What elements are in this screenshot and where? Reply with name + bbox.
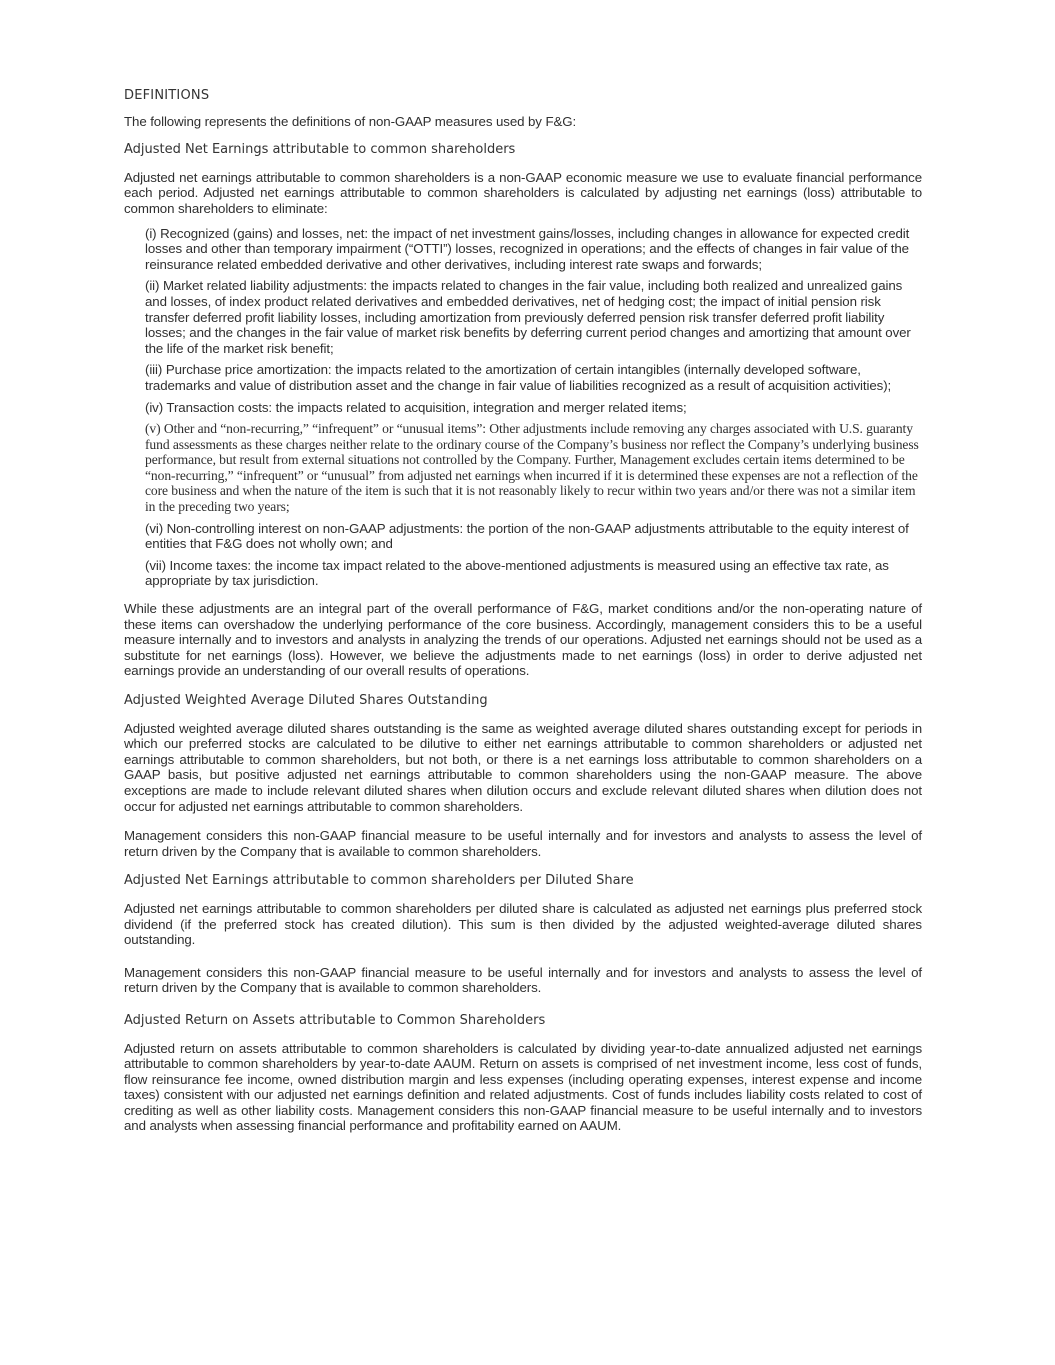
adjusted-net-earnings-lead: Adjusted net earnings attributable to common shareholders is a non-GAAP economic measure we use to evaluate financial performance each period. Adjusted net earnings attributable to common shareholders is calculated by adjusting net earnings (loss) attributable to common shareholders to eliminate:	[124, 169, 922, 216]
list-item: (ii) Market related liability adjustments: the impacts related to changes in the fair value, including both realized and unrealized gains and losses, of index product related derivatives and embedded derivatives, net of hedging cost; the impact of initial pension risk transfer deferred profit liability losses, including amortization from previously deferred pension risk transfer deferred profit liability losses; and the changes in the fair value of market risk benefits by deferring current period changes and amortizing that amount over the life of the market risk benefit;	[145, 278, 911, 356]
adjusted-shares-paragraph-1: Adjusted weighted average diluted shares outstanding is the same as weighted average diluted shares outstanding except for periods in which our preferred stocks are calculated to be dilutive to either net earnings attributable to common shareholders or adjusted net earnings attributable to common shareholders, but not both, or there is a net earnings loss attributable to common shareholders on a GAAP basis, but positive adjusted net earnings attributable to common shareholders using the non-GAAP measure. The above exceptions are made to include relevant diluted shares when dilution occurs and exclude relevant diluted shares when dilution does not occur for adjusted net earnings attributable to common shareholders.	[124, 720, 922, 814]
adjusted-net-earnings-closing: While these adjustments are an integral part of the overall performance of F&G, market conditions and/or the non-operating nature of these items can overshadow the underlying performance of the core business. Accordingly, management considers this to be a useful measure internally and to investors and analysts in analyzing the trends of our operations. Adjusted net earnings should not be used as a substitute for net earnings (loss). However, we believe the adjustments made to net earnings (loss) in order to derive adjusted net earnings provide an understanding of our overall results of operations.	[124, 601, 922, 679]
section-title-adjusted-per-share: Adjusted Net Earnings attributable to common shareholders per Diluted Share	[124, 873, 634, 889]
section-title-adjusted-roa: Adjusted Return on Assets attributable to Common Shareholders	[124, 1012, 546, 1028]
section-title-adjusted-shares: Adjusted Weighted Average Diluted Shares Outstanding	[124, 693, 488, 708]
document-page	[124, 88, 922, 1143]
page-title: DEFINITIONS	[124, 88, 210, 103]
section-title-adjusted-net-earnings: Adjusted Net Earnings attributable to common shareholders	[124, 142, 516, 158]
adjusted-shares-paragraph-2: Management considers this non-GAAP financial measure to be useful internally and for investors and analysts to assess the level of return driven by the Company that is available to common shareholders.	[124, 828, 922, 859]
list-item: (iii) Purchase price amortization: the impacts related to the amortization of certain intangibles (internally developed software, trademarks and value of distribution asset and the change in fair value of liabilities recognized as a result of acquisition activities);	[145, 362, 892, 393]
list-item: (v) Other and “non-recurring,” “infrequent” or “unusual items”: Other adjustments include removing any charges associated with U.S. guaranty fund assessments as these charges neither relate to the ordinary course of the Company’s business nor reflect the Company’s underlying business performance, but result from external situations not controlled by the Company. Further, Management excludes certain items determined to be “non-recurring,” “infrequent” or “unusual” from adjusted net earnings when incurred if it is determined these expenses are not a reflection of the core business and when the nature of the item is such that it is not reasonably likely to recur within two years and/or there was not a similar item in the preceding two years;	[145, 421, 919, 515]
adjustments-list	[145, 226, 922, 589]
adjusted-per-share-paragraph-2: Management considers this non-GAAP financial measure to be useful internally and for investors and analysts to assess the level of return driven by the Company that is available to common shareholders.	[124, 964, 922, 996]
list-item: (iv) Transaction costs: the impacts related to acquisition, integration and merger related items;	[145, 399, 687, 415]
list-item: (vi) Non-controlling interest on non-GAAP adjustments: the portion of the non-GAAP adjustments attributable to the equity interest of entities that F&G does not wholly own; and	[145, 520, 909, 552]
intro-text: The following represents the definitions of non-GAAP measures used by F&G:	[124, 113, 577, 129]
list-item: (vii) Income taxes: the income tax impact related to the above-mentioned adjustments is measured using an effective tax rate, as appropriate by tax jurisdiction.	[145, 557, 889, 589]
adjusted-per-share-paragraph-1: Adjusted net earnings attributable to common shareholders per diluted share is calculated as adjusted net earnings plus preferred stock dividend (if the preferred stock has created dilution). This sum is then divided by the adjusted weighted-average diluted shares outstanding.	[124, 900, 922, 948]
adjusted-roa-paragraph: Adjusted return on assets attributable to common shareholders is calculated by dividing year-to-date annualized adjusted net earnings attributable to common shareholders by year-to-date AAUM. Return on assets is comprised of net investment income, less cost of funds, flow reinsurance fee income, owned distribution margin and less expenses (including operating expenses, interest expense and income taxes) consistent with our adjusted net earnings definition and related adjustments. Cost of funds includes liability costs related to cost of crediting as well as other liability costs. Management considers this non-GAAP financial measure to be useful internally and to investors and analysts when assessing financial performance and profitability earned on AAUM.	[124, 1040, 922, 1134]
list-item: (i) Recognized (gains) and losses, net: the impact of net investment gains/losses, including changes in allowance for expected credit losses and other than temporary impairment (“OTTI”) losses, recognized in operations; and the effects of changes in fair value of the reinsurance related embedded derivative and other derivatives, including interest rate swaps and forwards;	[145, 225, 910, 272]
